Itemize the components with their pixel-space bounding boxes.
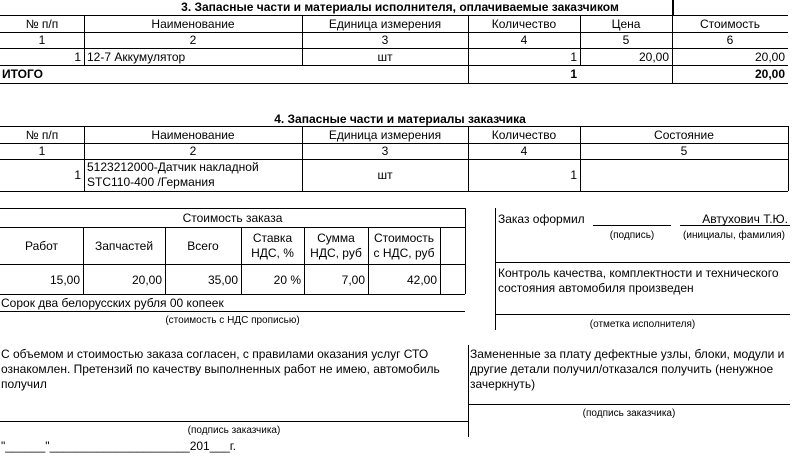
cost-header-parts: Запчастей	[94, 239, 154, 253]
s3-total-qty: 1	[570, 67, 577, 81]
order-executor-name: Автухович Т.Ю.	[702, 212, 788, 226]
order-name-line	[680, 225, 790, 226]
s4-row-qty: 1	[570, 168, 577, 182]
consent-sign-caption: (подпись заказчика)	[187, 425, 281, 436]
replaced-parts-text: Замененные за плату дефектные узлы, блоки, модули и другие детали получил/отказался получить (ненужное зачеркнуть)	[470, 347, 785, 391]
quality-underline	[495, 314, 790, 315]
s3-row-num: 1	[74, 50, 81, 64]
s3-row-cost: 20,00	[754, 50, 785, 64]
cost-header-vat-2: НДС, руб	[310, 246, 362, 260]
s3-row-name: 12-7 Аккумулятор	[87, 50, 186, 64]
cost-value-vat: 7,00	[341, 273, 365, 287]
s4-header-qty: Количество	[491, 128, 557, 142]
cost-header-rate-1: Ставка	[252, 231, 293, 245]
order-divider	[495, 262, 790, 263]
s3-total-label: ИТОГО	[2, 67, 43, 81]
order-label: Заказ оформил	[498, 212, 585, 226]
cost-title: Стоимость заказа	[182, 211, 283, 225]
cost-header-rate-2: НДС, %	[251, 246, 294, 260]
s3-header-name: Наименование	[151, 17, 235, 31]
s3-colnum-4: 4	[520, 33, 528, 47]
s4-header-unit: Единица измерения	[328, 128, 442, 142]
s3-colnum-6: 6	[726, 33, 734, 47]
s3-row-qty: 1	[570, 50, 577, 64]
order-sign-caption: (подпись)	[609, 230, 655, 241]
s4-row-name-line2: STC110-400 /Германия	[87, 175, 215, 189]
quality-mark-caption: (отметка исполнителя)	[589, 319, 696, 330]
consent-text: С объемом и стоимостью заказа согласен, с правилами оказания услуг СТО ознакомлен. Претензий по качеству выполненных работ не имею, автомобиль получил	[1, 347, 440, 391]
quality-control-text: Контроль качества, комплектности и технического состояния автомобиля произведен	[498, 266, 779, 295]
replaced-sign-line	[468, 404, 790, 405]
s3-colnum-3: 3	[381, 33, 389, 47]
cost-value-rate: 20 %	[273, 273, 301, 287]
s3-row-unit: шт	[377, 50, 393, 64]
s3-colnum-2: 2	[189, 33, 197, 47]
order-sign-line	[593, 225, 671, 226]
cost-header-withvat-2: с НДС, руб	[373, 246, 435, 260]
cost-value-withvat: 42,00	[406, 273, 437, 287]
s4-colnum-2: 2	[189, 144, 197, 158]
s3-header-num: № п/п	[25, 17, 59, 31]
cost-value-parts: 20,00	[131, 273, 162, 287]
s3-row-price: 20,00	[638, 50, 669, 64]
cost-header-total: Всего	[187, 239, 219, 253]
s3-header-price: Цена	[611, 17, 641, 31]
s4-colnum-1: 1	[38, 144, 46, 158]
section3-title: 3. Запасные части и материалы исполнителя, оплачиваемые заказчиком	[181, 0, 619, 14]
cost-words-caption: (стоимость с НДС прописью)	[165, 315, 300, 326]
s4-colnum-4: 4	[520, 144, 528, 158]
consent-date-line: "______"_____________________201___г.	[1, 439, 237, 453]
cost-value-total: 35,00	[207, 273, 238, 287]
cost-header-withvat-1: Стоимость	[373, 231, 435, 245]
s3-header-unit: Единица измерения	[328, 17, 442, 31]
section4-title: 4. Запасные части и материалы заказчика	[274, 112, 526, 126]
cost-words-underline	[0, 311, 465, 312]
s3-colnum-1: 1	[38, 33, 46, 47]
s4-colnum-3: 3	[381, 144, 389, 158]
s4-colnum-5: 5	[680, 144, 688, 158]
cost-value-work: 15,00	[49, 273, 80, 287]
cost-header-vat-1: Сумма	[317, 231, 355, 245]
s3-colnum-5: 5	[622, 33, 630, 47]
s3-total-cost: 20,00	[754, 67, 785, 81]
s3-header-cost: Стоимость	[699, 17, 761, 31]
s3-header-qty: Количество	[491, 17, 557, 31]
s4-row-num: 1	[74, 168, 81, 182]
replaced-left-border	[468, 345, 469, 437]
s4-row-name-line1: 5123212000-Датчик накладной	[87, 160, 259, 174]
s4-header-state: Состояние	[654, 128, 714, 142]
order-name-caption: (инициалы, фамилия)	[683, 230, 785, 241]
s4-row-unit: шт	[377, 168, 393, 182]
s4-header-name: Наименование	[151, 128, 235, 142]
consent-sign-line	[0, 421, 468, 422]
replaced-sign-caption: (подпись заказчика)	[582, 408, 676, 419]
order-left-border	[495, 208, 496, 330]
cost-in-words: Сорок два белорусских рубля 00 копеек	[1, 296, 224, 310]
s4-header-num: № п/п	[25, 128, 59, 142]
cost-header-work: Работ	[24, 239, 59, 253]
section3-title-marker	[672, 0, 674, 16]
